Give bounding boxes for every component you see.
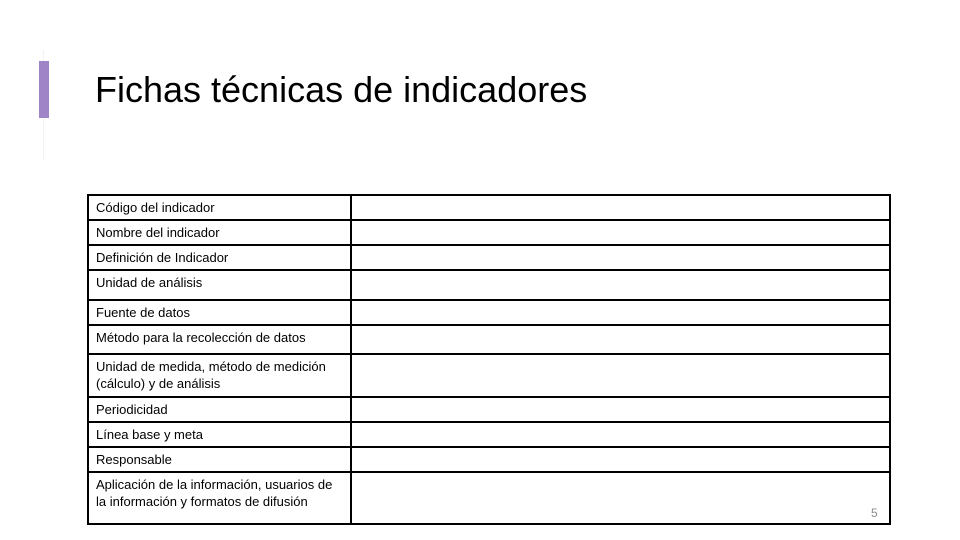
table-row	[88, 245, 890, 270]
row-value[interactable]	[351, 325, 890, 354]
row-label: Nombre del indicador	[88, 220, 351, 245]
row-value[interactable]	[351, 245, 890, 270]
row-label: Responsable	[88, 447, 351, 472]
row-value[interactable]	[351, 422, 890, 447]
row-value[interactable]	[351, 300, 890, 325]
row-value[interactable]	[351, 354, 890, 397]
row-label: Definición de Indicador	[88, 245, 351, 270]
title-accent-bar	[39, 61, 49, 118]
table-row	[88, 422, 890, 447]
slide-title: Fichas técnicas de indicadores	[95, 69, 588, 110]
table-row	[88, 300, 890, 325]
row-label: Aplicación de la información, usuarios de la información y formatos de difusión	[88, 472, 351, 524]
indicator-spec-table	[87, 194, 891, 525]
row-value[interactable]	[351, 195, 890, 220]
row-value[interactable]	[351, 220, 890, 245]
table-row	[88, 270, 890, 300]
row-label: Periodicidad	[88, 397, 351, 422]
table-row	[88, 472, 890, 524]
row-label: Unidad de medida, método de medición (cálculo) y de análisis	[88, 354, 351, 397]
row-value[interactable]	[351, 270, 890, 300]
row-value[interactable]	[351, 472, 890, 524]
table-row	[88, 354, 890, 397]
table-row	[88, 220, 890, 245]
row-value[interactable]	[351, 397, 890, 422]
table-row	[88, 447, 890, 472]
row-value[interactable]	[351, 447, 890, 472]
page-number: 5	[871, 506, 878, 520]
row-label: Línea base y meta	[88, 422, 351, 447]
row-label: Unidad de análisis	[88, 270, 351, 300]
table-row	[88, 325, 890, 354]
row-label: Código del indicador	[88, 195, 351, 220]
row-label: Método para la recolección de datos	[88, 325, 351, 354]
table-row	[88, 397, 890, 422]
row-label: Fuente de datos	[88, 300, 351, 325]
table-row	[88, 195, 890, 220]
